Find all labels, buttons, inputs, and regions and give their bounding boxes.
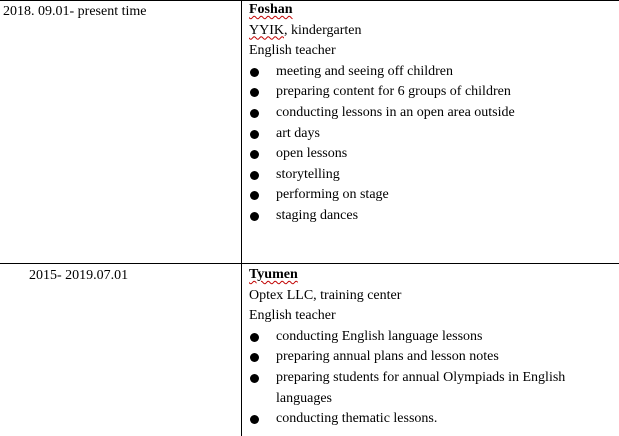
bullet-icon (250, 374, 259, 383)
duty-item: open lessons (249, 144, 604, 165)
duty-item: performing on stage (249, 185, 604, 206)
bullet-icon (250, 130, 259, 139)
city-name: Foshan (249, 2, 293, 17)
table-column-divider (241, 0, 242, 436)
job-position: English teacher (249, 308, 336, 324)
organization (249, 21, 604, 42)
job-description-cell (249, 0, 604, 227)
bullet-icon (250, 212, 259, 221)
duty-item: preparing content for 6 groups of children (249, 82, 604, 103)
table-row-divider (0, 263, 619, 264)
job-description-cell (249, 265, 604, 430)
duty-item: conducting thematic lessons. (249, 409, 604, 430)
job-position: English teacher (249, 43, 336, 59)
bullet-icon (250, 191, 259, 200)
duty-item: conducting English language lessons (249, 327, 604, 348)
city-name: Tyumen (249, 267, 298, 282)
duty-item: art days (249, 124, 604, 145)
bullet-icon (250, 333, 259, 342)
organization-name: YYIK (249, 22, 284, 38)
organization-type: , kindergarten (284, 22, 362, 38)
organization (249, 286, 604, 307)
bullet-icon (250, 68, 259, 77)
duty-item: preparing students for annual Olympiads in English languages (249, 368, 604, 409)
duty-item: meeting and seeing off children (249, 62, 604, 83)
bullet-icon (250, 353, 259, 362)
bullet-icon (250, 171, 259, 180)
bullet-icon (250, 109, 259, 118)
organization-name: Optex LLC, training center (249, 287, 402, 303)
period-text: 2018. 09.01- present time (3, 4, 147, 19)
duty-item: staging dances (249, 206, 604, 227)
period-cell (3, 4, 146, 20)
period-text: 2015- 2019.07.01 (29, 268, 129, 283)
duty-item: conducting lessons in an open area outside (249, 103, 604, 124)
duty-item: storytelling (249, 165, 604, 186)
bullet-icon (250, 415, 259, 424)
duty-item: preparing annual plans and lesson notes (249, 347, 604, 368)
duties-list (249, 327, 604, 430)
bullet-icon (250, 150, 259, 159)
period-cell (29, 268, 128, 284)
bullet-icon (250, 88, 259, 97)
duties-list (249, 62, 604, 227)
